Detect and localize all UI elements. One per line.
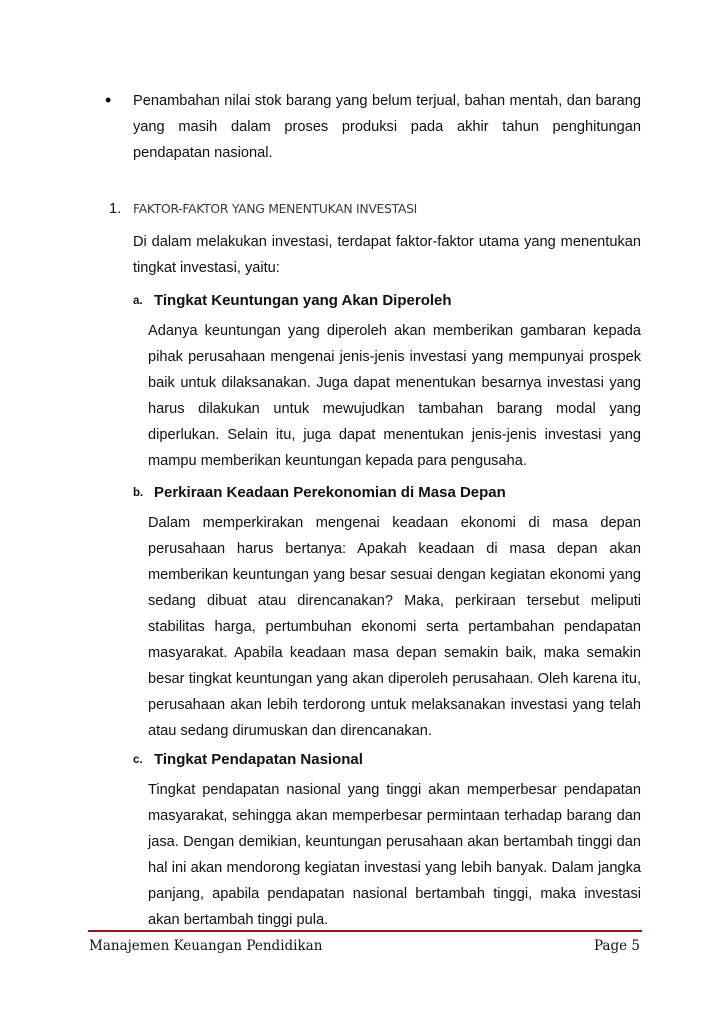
subsection-b-body: Dalam memperkirakan mengenai keadaan ekonomi di masa depan perusahaan harus bertanya: Apakah keadaan di masa depan akan memberikan keuntungan yang besar sesuai dengan kegiatan ekonomi yang sedang dibuat atau direncanakan? Maka, perkiraan tersebut meliputi stabilitas harga, pertumbuhan ekonomi serta pertambahan pendapatan masyarakat. Apabila keadaan masa depan semakin baik, maka semakin besar tingkat keuntungan yang akan diperoleh perusahaan. Oleh karena itu, perusahaan akan lebih terdorong untuk melaksanakan investasi yang telah atau sedang dirumuskan dan direncanakan. bbox=[148, 515, 641, 739]
section-heading: FAKTOR-FAKTOR YANG MENENTUKAN INVESTASI bbox=[133, 201, 418, 216]
footer-title: Manajemen Keuangan Pendidikan bbox=[89, 938, 323, 954]
section-number: 1. bbox=[109, 201, 122, 217]
subsection-a-letter: a. bbox=[133, 295, 143, 307]
subsection-a-body: Adanya keuntungan yang diperoleh akan memberikan gambaran kepada pihak perusahaan mengenai jenis-jenis investasi yang mempunyai prospek baik untuk dilaksanakan. Juga dapat menentukan besarnya investasi yang harus dilakukan untuk mewujudkan tambahan barang modal yang diperlukan. Selain itu, juga dapat menentukan jenis-jenis investasi yang mampu memberikan keuntungan kepada para pengusaha. bbox=[148, 323, 641, 469]
subsection-b-letter: b. bbox=[133, 487, 144, 499]
page-number: Page 5 bbox=[593, 938, 640, 954]
footer-rule bbox=[88, 930, 642, 932]
subsection-c-body: Tingkat pendapatan nasional yang tinggi akan memperbesar pendapatan masyarakat, sehingga akan memperbesar permintaan terhadap barang dan jasa. Dengan demikian, keuntungan perusahaan akan bertambah tinggi dan hal ini akan mendorong kegiatan investasi yang lebih banyak. Dalam jangka panjang, apabila pendapatan nasional bertambah tinggi, maka investasi akan bertambah tinggi pula. bbox=[148, 782, 641, 928]
subsection-c-letter: c. bbox=[133, 754, 143, 766]
subsection-a-title: Tingkat Keuntungan yang Akan Diperoleh bbox=[154, 292, 452, 309]
subsection-c-title: Tingkat Pendapatan Nasional bbox=[154, 751, 363, 768]
section-intro: Di dalam melakukan investasi, terdapat faktor-faktor utama yang menentukan tingkat investasi, yaitu: bbox=[133, 234, 641, 276]
intro-bullet-text: Penambahan nilai stok barang yang belum terjual, bahan mentah, dan barang yang masih dalam proses produksi pada akhir tahun penghitungan pendapatan nasional. bbox=[133, 93, 641, 161]
bullet-icon: • bbox=[105, 90, 112, 110]
subsection-b-title: Perkiraan Keadaan Perekonomian di Masa Depan bbox=[154, 484, 506, 501]
